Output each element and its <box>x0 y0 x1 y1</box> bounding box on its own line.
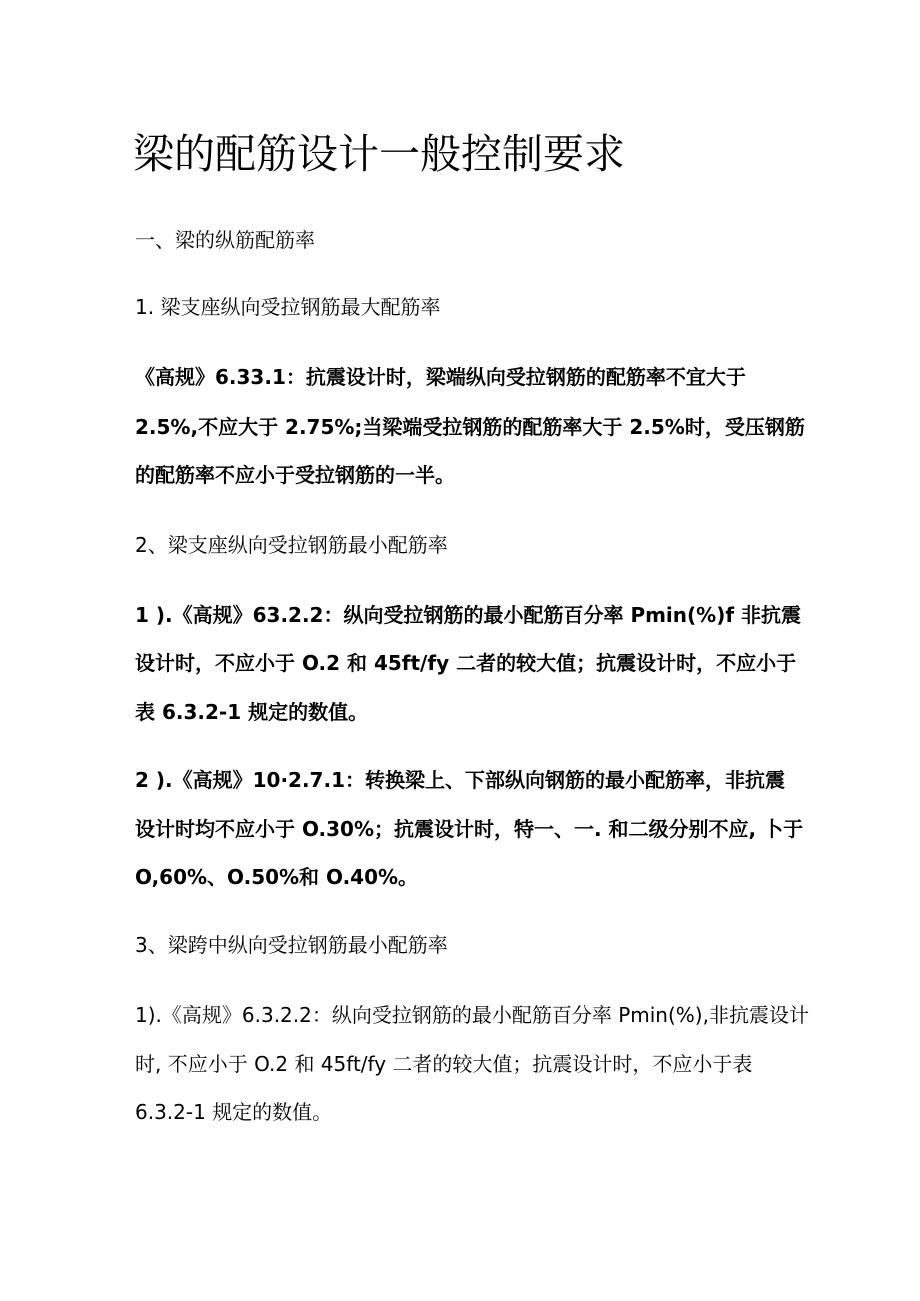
paragraph-line: 设计时，不应小于 O.2 和 45ft/fy 二者的较大值；抗震设计时，不应小于 <box>135 651 797 675</box>
sub-heading-min-ratio-support: 2、梁支座纵向受拉钢筋最小配筋率 <box>135 533 448 557</box>
page-title: 梁的配筋设计一般控制要求 <box>133 130 625 178</box>
paragraph-line: 设计时均不应小于 O.30%；抗震设计时，特一、一. 和二级分别不应, 卜于 <box>135 817 804 841</box>
paragraph-line: 1 ).《高规》63.2.2：纵向受拉钢筋的最小配筋百分率 Pmin(%)f 非抗震 <box>135 603 802 627</box>
paragraph-line: 1).《高规》6.3.2.2：纵向受拉钢筋的最小配筋百分率 Pmin(%),非抗震设计 <box>135 1003 809 1027</box>
sub-heading-min-ratio-midspan: 3、梁跨中纵向受拉钢筋最小配筋率 <box>135 933 448 957</box>
section-heading-longitudinal-reinforcement: 一、梁的纵筋配筋率 <box>135 228 315 252</box>
paragraph-line: 时, 不应小于 O.2 和 45ft/fy 二者的较大值；抗震设计时，不应小于表 <box>135 1052 753 1076</box>
paragraph-line: 6.3.2-1 规定的数值。 <box>135 1100 333 1124</box>
paragraph-line: 表 6.3.2-1 规定的数值。 <box>135 700 369 724</box>
paragraph-line: O,60%、O.50%和 O.40%。 <box>135 865 419 889</box>
paragraph-line: 2.5%,不应大于 2.75%;当梁端受拉钢筋的配筋率大于 2.5%时，受压钢筋 <box>135 415 805 439</box>
paragraph-line: 2 ).《高规》10·2.7.1：转换梁上、下部纵向钢筋的最小配筋率，非抗震 <box>135 768 785 792</box>
sub-heading-max-ratio: 1. 梁支座纵向受拉钢筋最大配筋率 <box>135 295 441 319</box>
paragraph-line: 《高规》6.33.1：抗震设计时，梁端纵向受拉钢筋的配筋率不宜大于 <box>135 365 746 389</box>
paragraph-line: 的配筋率不应小于受拉钢筋的一半。 <box>135 463 455 487</box>
